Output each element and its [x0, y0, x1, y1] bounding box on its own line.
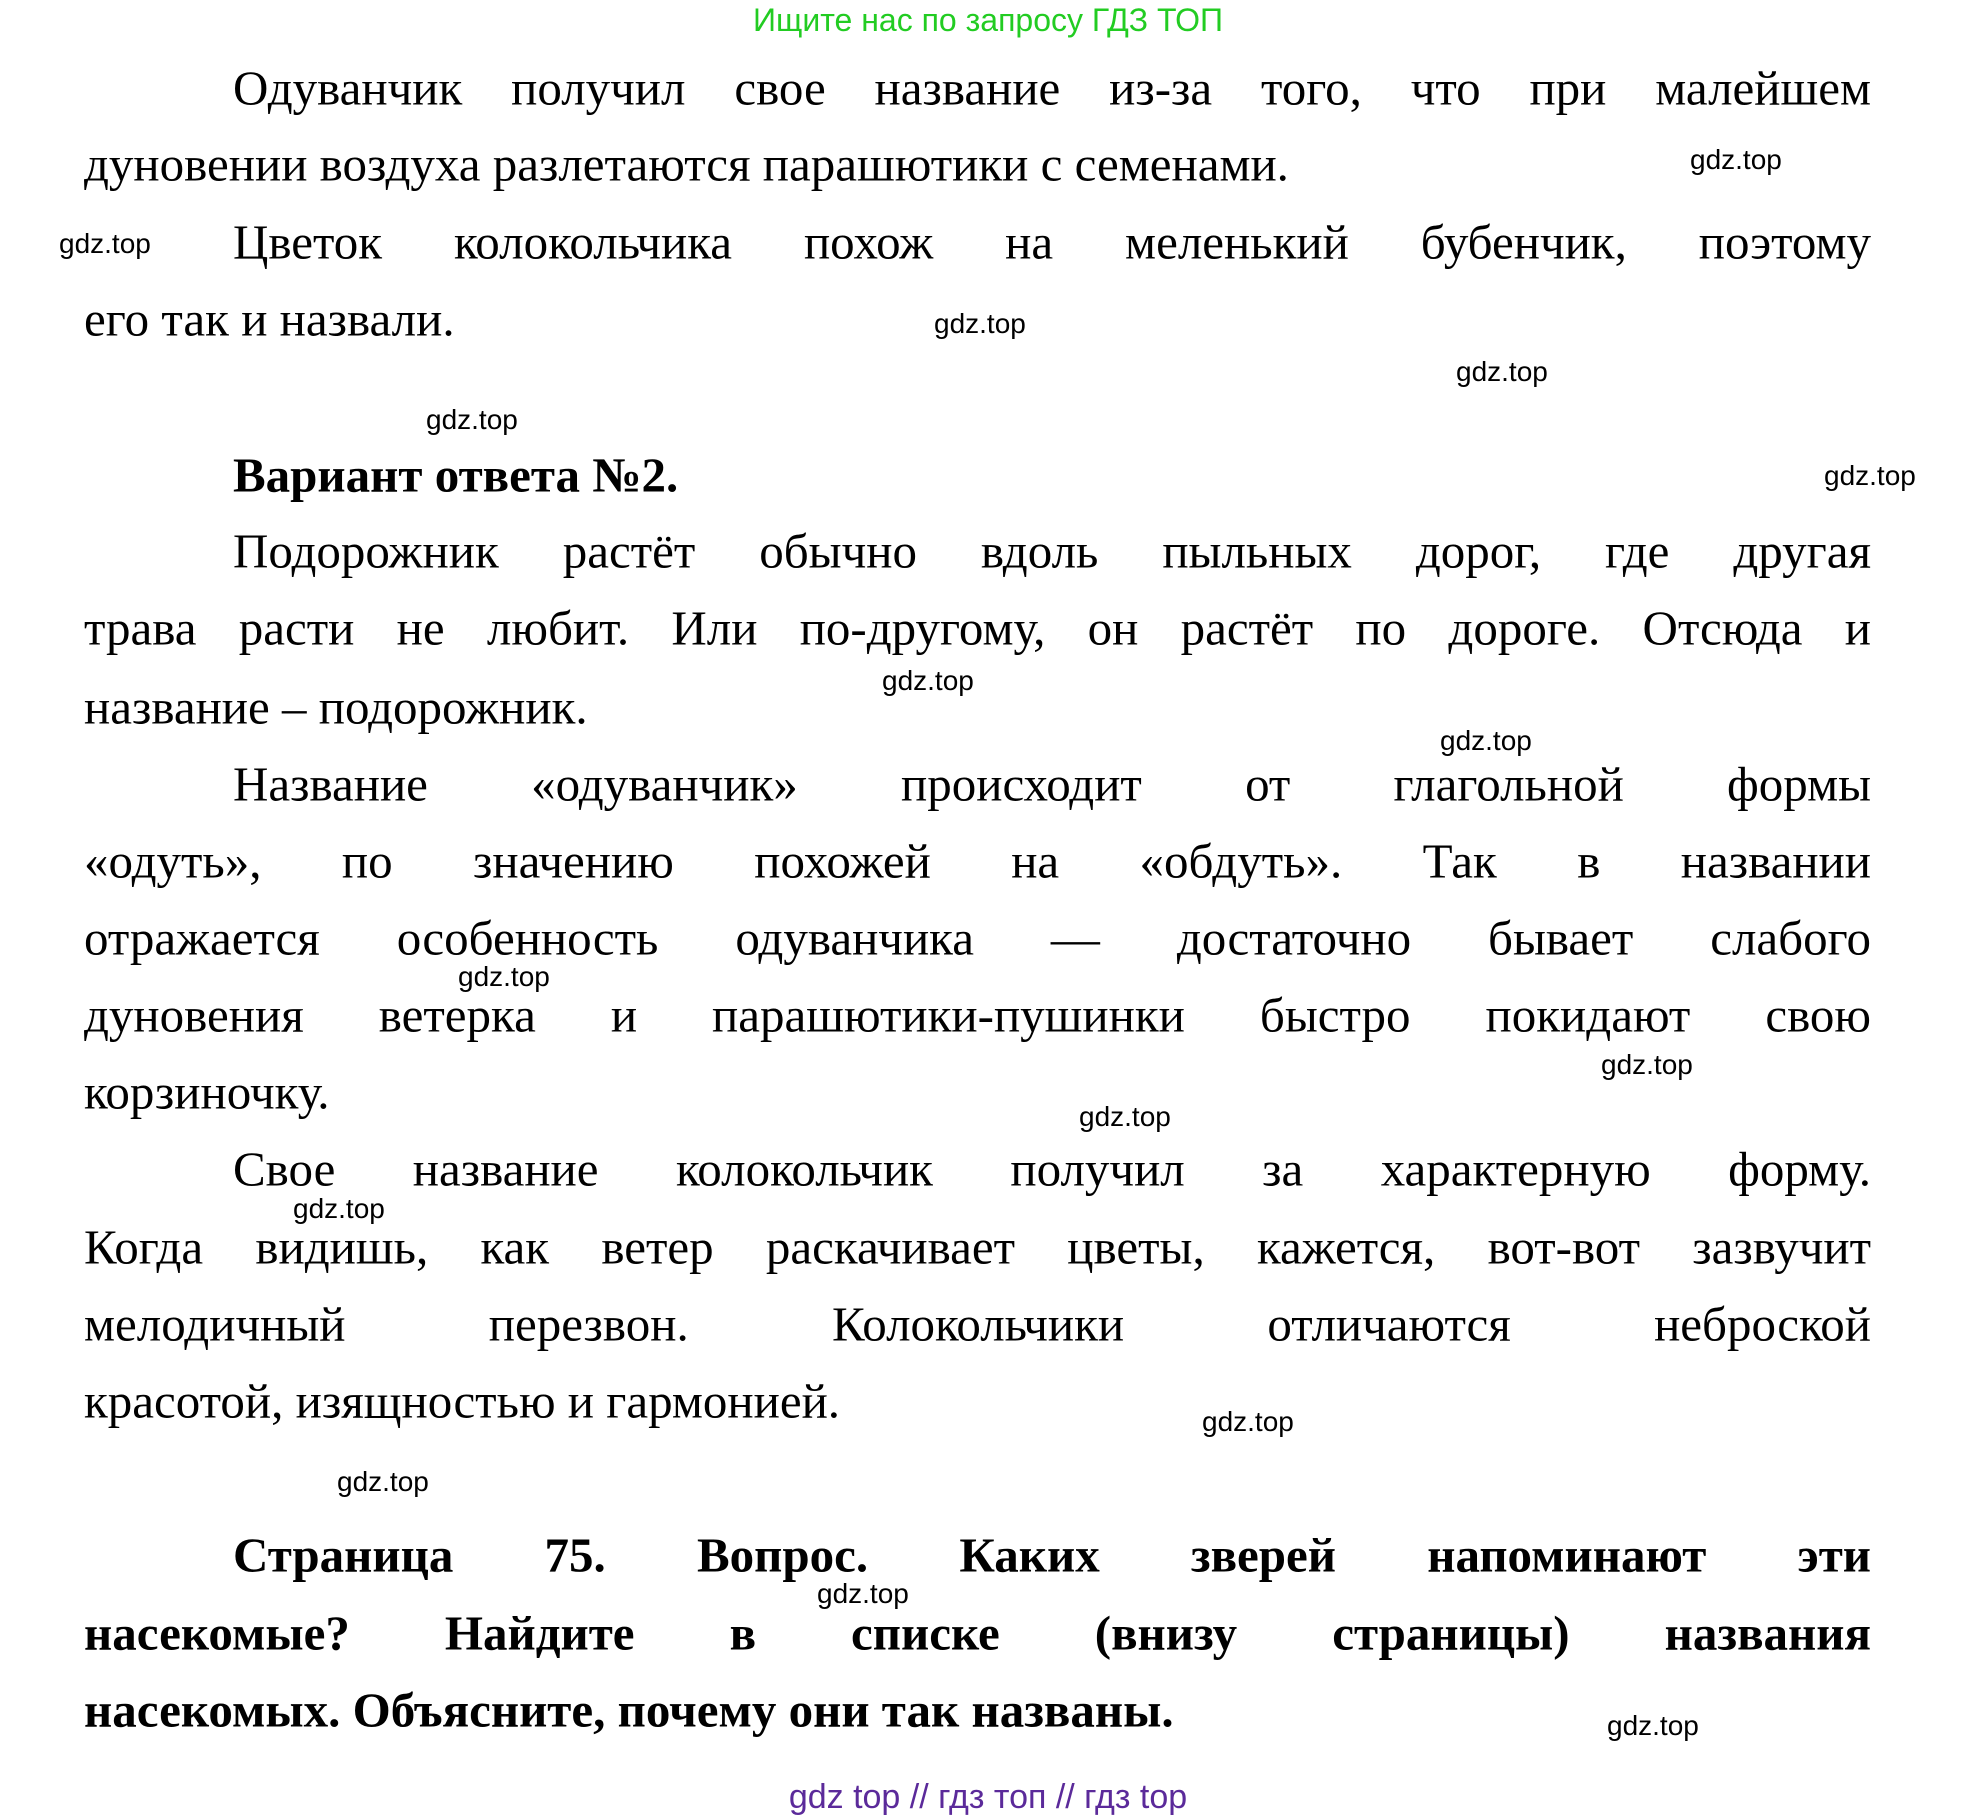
watermark: gdz.top	[934, 308, 1026, 339]
search-hint-banner: Ищите нас по запросу ГДЗ ТОП	[753, 2, 1223, 38]
watermark: gdz.top	[1456, 356, 1548, 387]
text-line: дуновении воздуха разлетаются парашютики с семенами.	[84, 136, 1289, 192]
text-line: название – подорожник.	[84, 679, 588, 735]
question-heading: Страница 75. Вопрос. Каких зверей напоминают эти	[233, 1527, 1871, 1583]
watermark: gdz.top	[1824, 460, 1916, 491]
text-line: Когда видишь, как ветер раскачивает цветы, кажется, вот-вот зазвучит	[84, 1219, 1871, 1275]
watermark: gdz.top	[1690, 144, 1782, 175]
watermark: gdz.top	[817, 1578, 909, 1609]
watermark: gdz.top	[458, 961, 550, 992]
watermark: gdz.top	[1601, 1049, 1693, 1080]
question-heading: насекомые? Найдите в списке (внизу страницы) названия	[84, 1605, 1871, 1661]
watermark: gdz.top	[293, 1193, 385, 1224]
footer-banner: gdz top // гдз топ // гдз top	[788, 1778, 1188, 1816]
watermark: gdz.top	[1440, 725, 1532, 756]
watermark: gdz.top	[426, 404, 518, 435]
watermark: gdz.top	[882, 665, 974, 696]
text-line: мелодичный перезвон. Колокольчики отличаются неброской	[84, 1296, 1871, 1352]
text-line: Одуванчик получил свое название из-за того, что при малейшем	[233, 60, 1871, 116]
text-line: трава расти не любит. Или по-другому, он растёт по дороге. Отсюда и	[84, 600, 1871, 656]
text-line: «одуть», по значению похожей на «обдуть». Так в названии	[84, 833, 1871, 889]
question-heading: насекомых. Объясните, почему они так названы.	[84, 1682, 1174, 1738]
text-line: Свое название колокольчик получил за характерную форму.	[233, 1141, 1871, 1197]
text-line: отражается особенность одуванчика — достаточно бывает слабого	[84, 910, 1871, 966]
section-heading: Вариант ответа №2.	[233, 447, 679, 503]
text-line: Подорожник растёт обычно вдоль пыльных дорог, где другая	[233, 523, 1871, 579]
watermark: gdz.top	[337, 1466, 429, 1497]
watermark: gdz.top	[1079, 1101, 1171, 1132]
text-line: дуновения ветерка и парашютики-пушинки быстро покидают свою	[84, 987, 1871, 1043]
watermark: gdz.top	[59, 228, 151, 259]
text-line: Цветок колокольчика похож на меленький бубенчик, поэтому	[233, 214, 1871, 270]
text-line: корзиночку.	[84, 1064, 330, 1120]
watermark: gdz.top	[1607, 1710, 1699, 1741]
text-line: красотой, изящностью и гармонией.	[84, 1373, 841, 1429]
text-line: Название «одуванчик» происходит от глагольной формы	[233, 756, 1871, 812]
watermark: gdz.top	[1202, 1406, 1294, 1437]
text-line: его так и назвали.	[84, 291, 455, 347]
